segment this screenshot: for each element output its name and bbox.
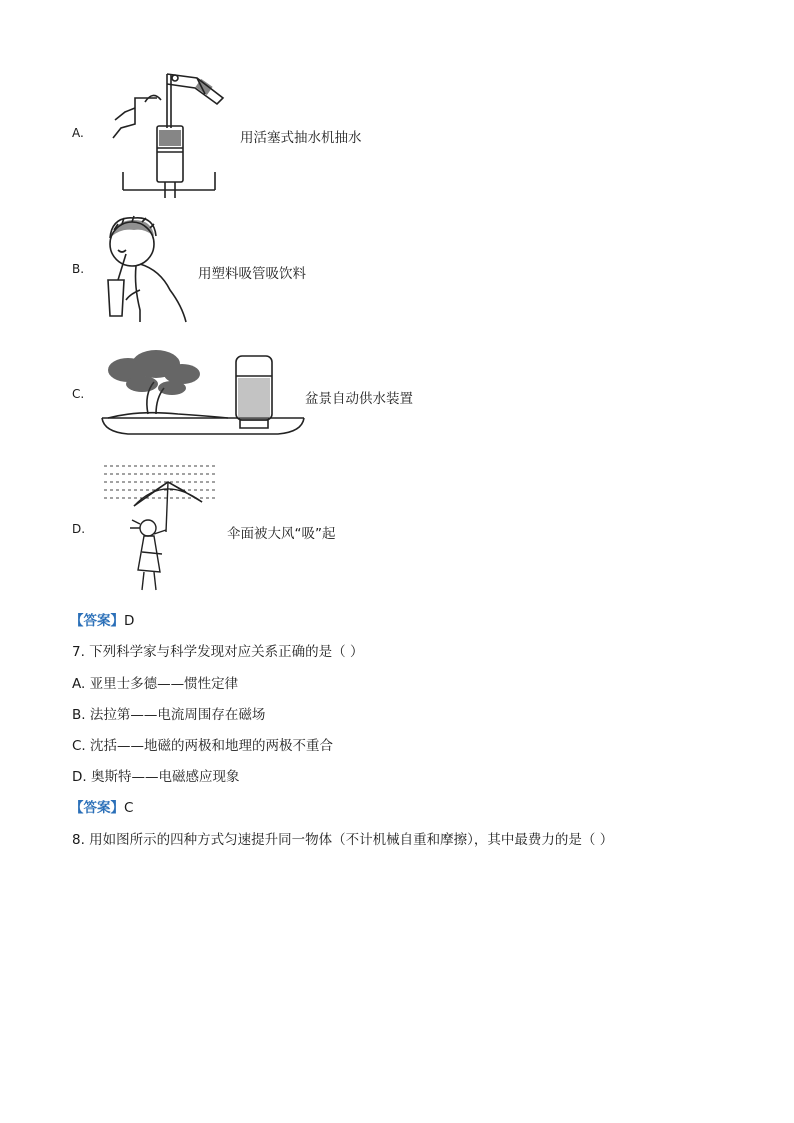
option-a-caption: 用活塞式抽水机抽水 [240,130,362,146]
question-8-stem: 8. 用如图所示的四种方式匀速提升同一物体（不计机械自重和摩擦），其中最费力的是（ ） [72,832,614,848]
question-7-option-d: D. 奥斯特——电磁感应现象 [72,769,240,785]
option-c-letter: C. [72,387,85,401]
bonsai-water-device-icon [98,348,308,440]
option-c-caption: 盆景自动供水装置 [305,391,413,407]
answer-bracket-open: 【 [70,613,84,629]
answer-value: D [124,613,135,629]
answer-label: 答案 [83,613,111,629]
water-pump-icon [105,68,230,200]
answer-label: 答案 [83,800,111,816]
answer-bracket-close: 】 [110,800,124,816]
option-d-letter: D. [72,522,86,536]
option-d-caption: 伞面被大风“吸”起 [227,526,336,542]
answer-bracket-close: 】 [110,613,124,629]
boy-drinking-icon [100,210,190,322]
answer-q6 [70,609,134,629]
question-7-option-a: A. 亚里士多德——惯性定律 [72,676,239,692]
question-7-stem: 7. 下列科学家与科学发现对应关系正确的是（ ） [72,644,364,660]
option-b-letter: B. [72,262,85,276]
answer-value: C [124,800,134,816]
question-7-option-b: B. 法拉第——电流周围存在磁场 [72,707,266,723]
option-a-letter: A. [72,126,84,140]
girl-umbrella-icon [98,460,223,595]
option-b-caption: 用塑料吸管吸饮料 [198,266,306,282]
answer-q7 [70,796,133,816]
answer-bracket-open: 【 [70,800,84,816]
question-7-option-c: C. 沈括——地磁的两极和地理的两极不重合 [72,738,334,754]
